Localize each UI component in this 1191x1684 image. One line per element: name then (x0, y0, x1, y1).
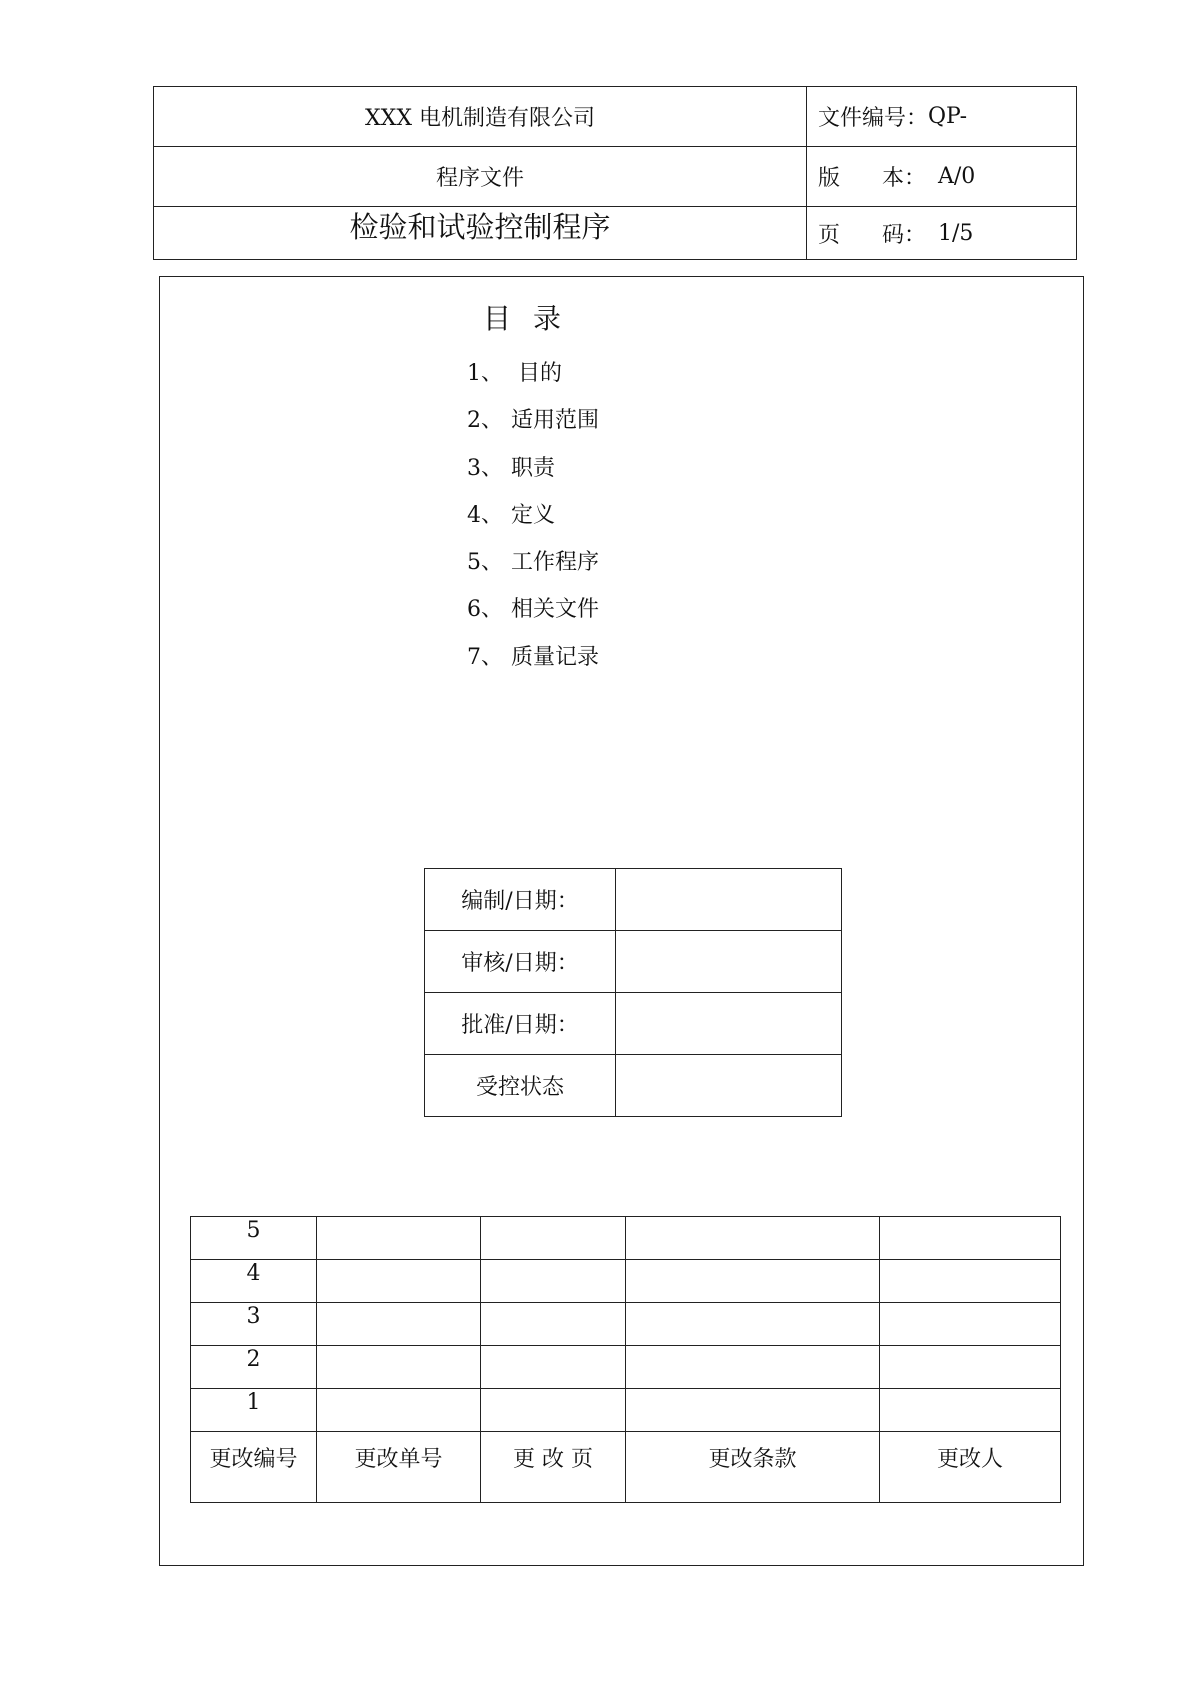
approval-label-prepared: 编制/日期： (425, 869, 616, 931)
revision-number: 4 (191, 1260, 317, 1303)
toc-item-label: 目的 (511, 361, 562, 386)
toc-item-label: 质量记录 (511, 644, 600, 670)
toc-item-label: 定义 (511, 502, 556, 528)
revision-cell (880, 1389, 1061, 1432)
revision-header-change-page: 更 改 页 (481, 1432, 626, 1503)
toc-item-label: 适用范围 (511, 408, 600, 434)
revision-row (191, 1389, 1061, 1432)
revision-row (191, 1260, 1061, 1303)
revision-number: 3 (191, 1303, 317, 1346)
revision-row (191, 1346, 1061, 1389)
toc-item-number: 7、 (467, 644, 503, 670)
revision-cell (481, 1260, 626, 1303)
approval-row (425, 869, 842, 931)
approval-label-control-status: 受控状态 (425, 1055, 616, 1117)
toc-item-number: 3、 (467, 455, 503, 481)
document-type: 程序文件 (435, 165, 524, 191)
company-name: XXX 电机制造有限公司 (365, 106, 595, 131)
doc-number-value: QP- (928, 104, 968, 129)
toc-item-number: 6、 (467, 597, 503, 623)
doc-number-field (806, 87, 1078, 146)
approval-label-approved: 批准/日期： (425, 993, 616, 1055)
revision-header-changed-by: 更改人 (880, 1432, 1061, 1503)
toc-item (467, 640, 599, 687)
revision-cell (317, 1217, 481, 1260)
document-title: 检验和试验控制程序 (349, 209, 611, 244)
revision-cell (880, 1217, 1061, 1260)
revision-cell (481, 1346, 626, 1389)
toc-item-number: 5、 (467, 550, 503, 576)
revision-cell (626, 1389, 880, 1432)
revision-cell (317, 1346, 481, 1389)
revision-cell (880, 1346, 1061, 1389)
toc-item (467, 545, 599, 592)
revision-number: 1 (191, 1389, 317, 1432)
revision-row (191, 1303, 1061, 1346)
revision-header-change-no: 更改编号 (191, 1432, 317, 1503)
toc-item-number: 4、 (467, 502, 503, 528)
approval-value-approved (616, 993, 842, 1055)
toc-item-label: 职责 (511, 455, 556, 481)
toc-title: 目录 (483, 302, 584, 335)
toc-item (467, 403, 599, 450)
revision-cell (481, 1217, 626, 1260)
revision-table (190, 1216, 1061, 1503)
toc-item-label: 相关文件 (511, 597, 600, 623)
page-value: 1/5 (938, 221, 974, 246)
version-label: 版 本： (818, 165, 926, 191)
toc-item-number: 2、 (467, 408, 503, 434)
approval-value-reviewed (616, 931, 842, 993)
revision-header-change-form-no: 更改单号 (317, 1432, 481, 1503)
toc-item (467, 451, 599, 498)
revision-cell (317, 1303, 481, 1346)
version-field (806, 146, 1078, 206)
approval-row (425, 931, 842, 993)
revision-cell (626, 1217, 880, 1260)
toc-item-label: 工作程序 (511, 550, 600, 576)
toc-list (467, 356, 599, 687)
revision-number: 5 (191, 1217, 317, 1260)
revision-cell (481, 1389, 626, 1432)
approval-value-control-status (616, 1055, 842, 1117)
document-header (153, 86, 1077, 260)
revision-cell (626, 1260, 880, 1303)
approval-table (424, 868, 842, 1117)
toc-item (467, 592, 599, 639)
revision-number: 2 (191, 1346, 317, 1389)
revision-cell (880, 1303, 1061, 1346)
doc-number-label: 文件编号： (818, 106, 929, 131)
revision-header-change-clause: 更改条款 (626, 1432, 880, 1503)
toc-item (467, 498, 599, 545)
approval-row (425, 1055, 842, 1117)
version-value: A/0 (938, 163, 976, 189)
revision-cell (481, 1303, 626, 1346)
page-field (806, 206, 1078, 261)
approval-row (425, 993, 842, 1055)
revision-cell (317, 1260, 481, 1303)
toc-item-number: 1、 (467, 361, 503, 386)
approval-value-prepared (616, 869, 842, 931)
revision-cell (626, 1303, 880, 1346)
revision-row (191, 1217, 1061, 1260)
revision-cell (880, 1260, 1061, 1303)
toc-item (467, 356, 599, 403)
revision-cell (626, 1346, 880, 1389)
revision-header-row (191, 1432, 1061, 1503)
revision-cell (317, 1389, 481, 1432)
page-label: 页 码： (818, 223, 926, 248)
approval-label-reviewed: 审核/日期： (425, 931, 616, 993)
